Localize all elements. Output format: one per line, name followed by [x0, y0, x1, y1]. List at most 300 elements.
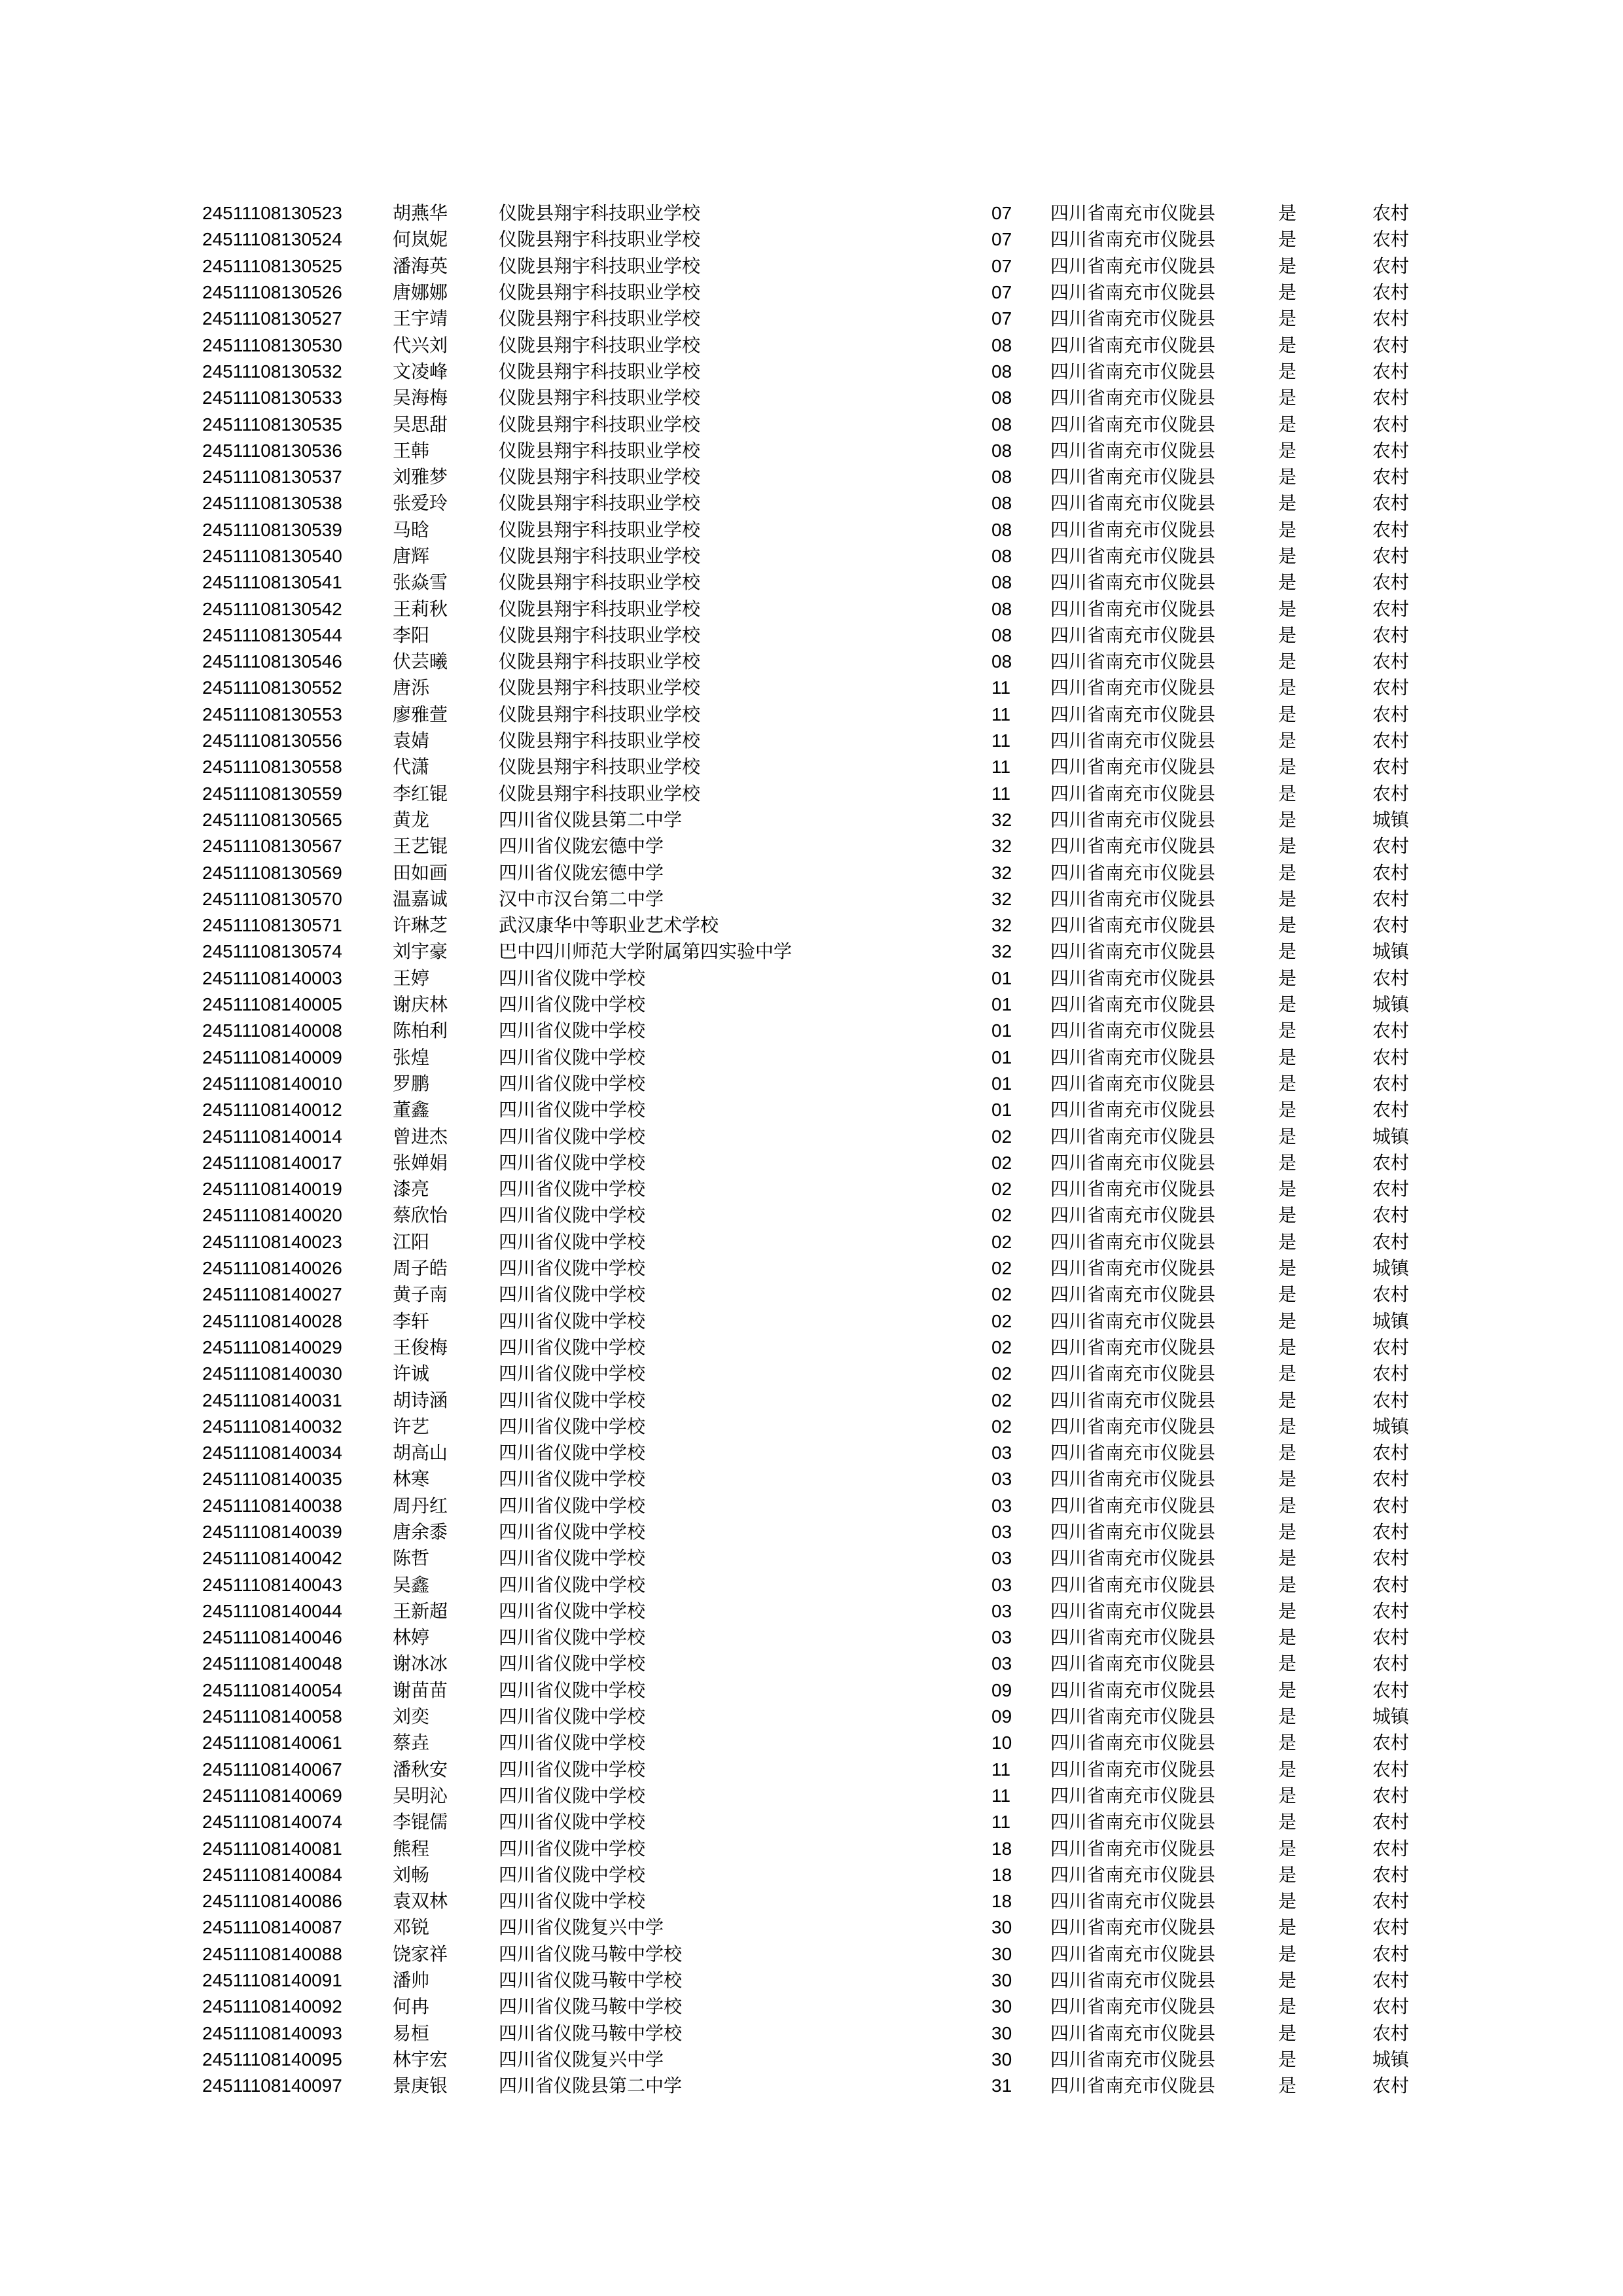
status-flag-cell: 是 — [1278, 1996, 1297, 2018]
student-id-cell: 24511108140093 — [202, 2022, 342, 2043]
status-flag-cell: 是 — [1278, 808, 1297, 831]
class-code-cell: 08 — [991, 440, 1012, 461]
area-type-cell: 农村 — [1372, 1890, 1410, 1912]
student-name-cell: 张婵娟 — [393, 1151, 448, 1174]
class-code-cell: 08 — [991, 493, 1012, 514]
school-cell: 四川省仪陇中学校 — [499, 1626, 646, 1649]
student-id-cell: 24511108140028 — [202, 1310, 342, 1331]
student-id-cell: 24511108140029 — [202, 1336, 342, 1357]
region-cell: 四川省南充市仪陇县 — [1050, 1125, 1216, 1147]
region-cell: 四川省南充市仪陇县 — [1050, 1969, 1216, 1992]
student-id-cell: 24511108140069 — [202, 1785, 342, 1806]
student-id-cell: 24511108130532 — [202, 361, 342, 382]
area-type-cell: 农村 — [1372, 439, 1410, 461]
student-name-cell: 代潇 — [393, 756, 430, 778]
student-id-cell: 24511108140023 — [202, 1231, 342, 1252]
region-cell: 四川省南充市仪陇县 — [1050, 387, 1216, 409]
area-type-cell: 农村 — [1372, 1520, 1410, 1543]
class-code-cell: 03 — [991, 1600, 1012, 1621]
school-cell: 四川省仪陇宏德中学 — [499, 835, 664, 857]
area-type-cell: 城镇 — [1372, 1310, 1410, 1332]
status-flag-cell: 是 — [1278, 782, 1297, 804]
table-row — [202, 517, 1511, 543]
status-flag-cell: 是 — [1278, 1072, 1297, 1094]
class-code-cell: 30 — [991, 1996, 1012, 2017]
student-id-cell: 24511108140054 — [202, 1679, 342, 1700]
region-cell: 四川省南充市仪陇县 — [1050, 730, 1216, 752]
table-row — [202, 226, 1511, 253]
region-cell: 四川省南充市仪陇县 — [1050, 1996, 1216, 2018]
status-flag-cell: 是 — [1278, 202, 1297, 224]
school-cell: 四川省仪陇中学校 — [499, 1336, 646, 1358]
area-type-cell: 农村 — [1372, 651, 1410, 673]
region-cell: 四川省南充市仪陇县 — [1050, 439, 1216, 461]
region-cell: 四川省南充市仪陇县 — [1050, 413, 1216, 435]
student-name-cell: 王婷 — [393, 967, 430, 989]
student-id-cell: 24511108140019 — [202, 1179, 342, 1200]
school-cell: 四川省仪陇县第二中学 — [499, 808, 683, 831]
table-row — [202, 807, 1511, 833]
table-row — [202, 1757, 1511, 1783]
table-row — [202, 1994, 1511, 2020]
table-row — [202, 1150, 1511, 1176]
student-name-cell: 田如画 — [393, 861, 448, 884]
student-id-cell: 24511108140058 — [202, 1706, 342, 1727]
class-code-cell: 10 — [991, 1732, 1012, 1753]
table-row — [202, 2073, 1511, 2099]
area-type-cell: 农村 — [1372, 1389, 1410, 1411]
school-cell: 四川省仪陇中学校 — [499, 1468, 646, 1490]
student-name-cell: 曾进杰 — [393, 1125, 448, 1147]
table-row — [202, 1387, 1511, 1413]
area-type-cell: 农村 — [1372, 1653, 1410, 1675]
school-cell: 四川省仪陇中学校 — [499, 1363, 646, 1385]
class-code-cell: 03 — [991, 1574, 1012, 1595]
region-cell: 四川省南充市仪陇县 — [1050, 1811, 1216, 1833]
status-flag-cell: 是 — [1278, 1969, 1297, 1992]
student-name-cell: 刘雅梦 — [393, 466, 448, 488]
student-name-cell: 李锟儒 — [393, 1811, 448, 1833]
class-code-cell: 02 — [991, 1284, 1012, 1305]
class-code-cell: 30 — [991, 1943, 1012, 1964]
table-row — [202, 2020, 1511, 2046]
student-name-cell: 王宇靖 — [393, 308, 448, 330]
student-id-cell: 24511108140020 — [202, 1205, 342, 1226]
class-code-cell: 30 — [991, 2022, 1012, 2043]
class-code-cell: 08 — [991, 334, 1012, 355]
student-id-cell: 24511108140017 — [202, 1152, 342, 1173]
area-type-cell: 农村 — [1372, 782, 1410, 804]
school-cell: 仪陇县翔宇科技职业学校 — [499, 703, 701, 725]
class-code-cell: 02 — [991, 1390, 1012, 1410]
region-cell: 四川省南充市仪陇县 — [1050, 1204, 1216, 1227]
area-type-cell: 农村 — [1372, 677, 1410, 699]
region-cell: 四川省南充市仪陇县 — [1050, 1230, 1216, 1253]
student-name-cell: 张焱雪 — [393, 571, 448, 594]
class-code-cell: 11 — [991, 1785, 1011, 1806]
status-flag-cell: 是 — [1278, 677, 1297, 699]
class-code-cell: 03 — [991, 1627, 1012, 1648]
student-id-cell: 24511108130559 — [202, 783, 342, 804]
student-id-cell: 24511108130539 — [202, 519, 342, 540]
region-cell: 四川省南充市仪陇县 — [1050, 1547, 1216, 1570]
class-code-cell: 02 — [991, 1152, 1012, 1173]
student-name-cell: 廖雅萱 — [393, 703, 448, 725]
status-flag-cell: 是 — [1278, 1363, 1297, 1385]
table-row — [202, 253, 1511, 279]
area-type-cell: 农村 — [1372, 360, 1410, 382]
school-cell: 四川省仪陇马鞍中学校 — [499, 1969, 683, 1992]
class-code-cell: 01 — [991, 994, 1012, 1015]
region-cell: 四川省南充市仪陇县 — [1050, 1310, 1216, 1332]
class-code-cell: 08 — [991, 467, 1012, 488]
table-row — [202, 992, 1511, 1018]
region-cell: 四川省南充市仪陇县 — [1050, 492, 1216, 514]
class-code-cell: 02 — [991, 1179, 1012, 1200]
area-type-cell: 农村 — [1372, 308, 1410, 330]
table-row — [202, 675, 1511, 701]
status-flag-cell: 是 — [1278, 2075, 1297, 2097]
student-name-cell: 张爱玲 — [393, 492, 448, 514]
status-flag-cell: 是 — [1278, 835, 1297, 857]
table-row — [202, 1862, 1511, 1888]
status-flag-cell: 是 — [1278, 1099, 1297, 1121]
status-flag-cell: 是 — [1278, 1758, 1297, 1780]
table-row — [202, 1202, 1511, 1229]
student-name-cell: 潘帅 — [393, 1969, 430, 1992]
school-cell: 四川省仪陇中学校 — [499, 1020, 646, 1042]
region-cell: 四川省南充市仪陇县 — [1050, 994, 1216, 1016]
area-type-cell: 农村 — [1372, 1600, 1410, 1622]
status-flag-cell: 是 — [1278, 1706, 1297, 1728]
school-cell: 四川省仪陇县第二中学 — [499, 2075, 683, 2097]
status-flag-cell: 是 — [1278, 994, 1297, 1016]
student-id-cell: 24511108140088 — [202, 1943, 342, 1964]
class-code-cell: 11 — [991, 1812, 1011, 1833]
class-code-cell: 07 — [991, 282, 1012, 303]
region-cell: 四川省南充市仪陇县 — [1050, 1020, 1216, 1042]
student-id-cell: 24511108130525 — [202, 255, 342, 276]
table-row — [202, 1704, 1511, 1730]
region-cell: 四川省南充市仪陇县 — [1050, 1784, 1216, 1806]
school-cell: 武汉康华中等职业艺术学校 — [499, 914, 719, 937]
table-row — [202, 1519, 1511, 1545]
table-row — [202, 781, 1511, 807]
status-flag-cell: 是 — [1278, 1204, 1297, 1227]
student-id-cell: 24511108130558 — [202, 757, 342, 778]
area-type-cell: 城镇 — [1372, 941, 1410, 963]
region-cell: 四川省南充市仪陇县 — [1050, 545, 1216, 567]
table-row — [202, 622, 1511, 649]
student-id-cell: 24511108140097 — [202, 2075, 342, 2096]
school-cell: 四川省仪陇中学校 — [499, 1679, 646, 1701]
region-cell: 四川省南充市仪陇县 — [1050, 677, 1216, 699]
class-code-cell: 08 — [991, 361, 1012, 382]
school-cell: 仪陇县翔宇科技职业学校 — [499, 518, 701, 541]
table-row — [202, 1071, 1511, 1097]
table-row — [202, 1123, 1511, 1149]
table-row — [202, 649, 1511, 675]
table-row — [202, 859, 1511, 886]
table-row — [202, 385, 1511, 411]
school-cell: 仪陇县翔宇科技职业学校 — [499, 545, 701, 567]
status-flag-cell: 是 — [1278, 2022, 1297, 2044]
school-cell: 仪陇县翔宇科技职业学校 — [499, 756, 701, 778]
table-row — [202, 332, 1511, 358]
table-row — [202, 490, 1511, 516]
class-code-cell: 02 — [991, 1258, 1012, 1279]
area-type-cell: 农村 — [1372, 492, 1410, 514]
student-id-cell: 24511108140044 — [202, 1600, 342, 1621]
student-id-cell: 24511108140031 — [202, 1390, 342, 1410]
region-cell: 四川省南充市仪陇县 — [1050, 255, 1216, 277]
student-id-cell: 24511108130570 — [202, 888, 342, 909]
table-row — [202, 279, 1511, 306]
area-type-cell: 农村 — [1372, 1230, 1410, 1253]
region-cell: 四川省南充市仪陇县 — [1050, 808, 1216, 831]
student-id-cell: 24511108130536 — [202, 440, 342, 461]
student-name-cell: 罗鹏 — [393, 1072, 430, 1094]
student-id-cell: 24511108140038 — [202, 1495, 342, 1516]
class-code-cell: 08 — [991, 387, 1012, 408]
table-row — [202, 306, 1511, 332]
region-cell: 四川省南充市仪陇县 — [1050, 1415, 1216, 1437]
student-name-cell: 代兴刘 — [393, 334, 448, 356]
table-row — [202, 754, 1511, 780]
region-cell: 四川省南充市仪陇县 — [1050, 651, 1216, 673]
class-code-cell: 01 — [991, 1047, 1012, 1067]
student-id-cell: 24511108140032 — [202, 1416, 342, 1437]
area-type-cell: 农村 — [1372, 228, 1410, 251]
school-cell: 四川省仪陇中学校 — [499, 1230, 646, 1253]
area-type-cell: 农村 — [1372, 1046, 1410, 1068]
student-name-cell: 许琳芝 — [393, 914, 448, 937]
student-name-cell: 江阳 — [393, 1230, 430, 1253]
status-flag-cell: 是 — [1278, 387, 1297, 409]
region-cell: 四川省南充市仪陇县 — [1050, 360, 1216, 382]
area-type-cell: 农村 — [1372, 1547, 1410, 1570]
class-code-cell: 32 — [991, 915, 1012, 936]
area-type-cell: 农村 — [1372, 1151, 1410, 1174]
class-code-cell: 07 — [991, 229, 1012, 250]
status-flag-cell: 是 — [1278, 967, 1297, 989]
class-code-cell: 08 — [991, 519, 1012, 540]
table-row — [202, 438, 1511, 464]
student-id-cell: 24511108130542 — [202, 598, 342, 619]
area-type-cell: 农村 — [1372, 466, 1410, 488]
class-code-cell: 32 — [991, 888, 1012, 909]
student-id-cell: 24511108130535 — [202, 414, 342, 435]
class-code-cell: 02 — [991, 1336, 1012, 1357]
region-cell: 四川省南充市仪陇县 — [1050, 1442, 1216, 1464]
status-flag-cell: 是 — [1278, 1310, 1297, 1332]
school-cell: 四川省仪陇中学校 — [499, 1600, 646, 1622]
class-code-cell: 31 — [991, 2075, 1012, 2096]
class-code-cell: 11 — [991, 677, 1011, 698]
student-name-cell: 袁双林 — [393, 1890, 448, 1912]
area-type-cell: 农村 — [1372, 1178, 1410, 1200]
class-code-cell: 02 — [991, 1231, 1012, 1252]
region-cell: 四川省南充市仪陇县 — [1050, 1600, 1216, 1622]
status-flag-cell: 是 — [1278, 914, 1297, 937]
school-cell: 四川省仪陇中学校 — [499, 1204, 646, 1227]
region-cell: 四川省南充市仪陇县 — [1050, 1679, 1216, 1701]
class-code-cell: 32 — [991, 941, 1012, 962]
student-id-cell: 24511108140048 — [202, 1653, 342, 1674]
school-cell: 四川省仪陇中学校 — [499, 1125, 646, 1147]
status-flag-cell: 是 — [1278, 1257, 1297, 1280]
area-type-cell: 农村 — [1372, 1943, 1410, 1965]
area-type-cell: 农村 — [1372, 334, 1410, 356]
student-id-cell: 24511108130524 — [202, 229, 342, 250]
table-row — [202, 1730, 1511, 1756]
area-type-cell: 农村 — [1372, 1204, 1410, 1227]
region-cell: 四川省南充市仪陇县 — [1050, 1626, 1216, 1649]
student-name-cell: 吴明沁 — [393, 1784, 448, 1806]
student-name-cell: 何冉 — [393, 1996, 430, 2018]
student-name-cell: 王莉秋 — [393, 598, 448, 620]
class-code-cell: 18 — [991, 1891, 1012, 1912]
school-cell: 四川省仪陇中学校 — [499, 1178, 646, 1200]
region-cell: 四川省南充市仪陇县 — [1050, 1758, 1216, 1780]
region-cell: 四川省南充市仪陇县 — [1050, 1389, 1216, 1411]
student-id-cell: 24511108130571 — [202, 915, 342, 936]
region-cell: 四川省南充市仪陇县 — [1050, 861, 1216, 884]
region-cell: 四川省南充市仪陇县 — [1050, 967, 1216, 989]
table-row — [202, 1598, 1511, 1624]
school-cell: 四川省仪陇中学校 — [499, 1547, 646, 1570]
school-cell: 汉中市汉台第二中学 — [499, 888, 664, 910]
student-name-cell: 王俊梅 — [393, 1336, 448, 1358]
student-name-cell: 蔡欣怡 — [393, 1204, 448, 1227]
area-type-cell: 城镇 — [1372, 808, 1410, 831]
status-flag-cell: 是 — [1278, 1811, 1297, 1833]
region-cell: 四川省南充市仪陇县 — [1050, 1072, 1216, 1094]
area-type-cell: 农村 — [1372, 1020, 1410, 1042]
area-type-cell: 农村 — [1372, 571, 1410, 594]
class-code-cell: 09 — [991, 1679, 1012, 1700]
student-id-cell: 24511108130523 — [202, 203, 342, 224]
student-name-cell: 李阳 — [393, 624, 430, 646]
status-flag-cell: 是 — [1278, 1653, 1297, 1675]
school-cell: 仪陇县翔宇科技职业学校 — [499, 334, 701, 356]
student-id-cell: 24511108130527 — [202, 308, 342, 329]
school-cell: 四川省仪陇中学校 — [499, 1784, 646, 1806]
area-type-cell: 农村 — [1372, 1784, 1410, 1806]
school-cell: 仪陇县翔宇科技职业学校 — [499, 360, 701, 382]
student-name-cell: 林寒 — [393, 1468, 430, 1490]
region-cell: 四川省南充市仪陇县 — [1050, 1916, 1216, 1939]
student-name-cell: 刘奕 — [393, 1706, 430, 1728]
table-row — [202, 1255, 1511, 1282]
region-cell: 四川省南充市仪陇县 — [1050, 1099, 1216, 1121]
school-cell: 仪陇县翔宇科技职业学校 — [499, 466, 701, 488]
region-cell: 四川省南充市仪陇县 — [1050, 2075, 1216, 2097]
student-name-cell: 温嘉诚 — [393, 888, 448, 910]
region-cell: 四川省南充市仪陇县 — [1050, 518, 1216, 541]
student-id-cell: 24511108130530 — [202, 334, 342, 355]
status-flag-cell: 是 — [1278, 255, 1297, 277]
class-code-cell: 03 — [991, 1548, 1012, 1569]
student-name-cell: 王新超 — [393, 1600, 448, 1622]
status-flag-cell: 是 — [1278, 360, 1297, 382]
status-flag-cell: 是 — [1278, 1573, 1297, 1596]
student-id-cell: 24511108130533 — [202, 387, 342, 408]
student-id-cell: 24511108130553 — [202, 704, 342, 725]
school-cell: 四川省仪陇中学校 — [499, 1520, 646, 1543]
student-name-cell: 李红锟 — [393, 782, 448, 804]
table-row — [202, 1571, 1511, 1598]
student-name-cell: 唐余黍 — [393, 1520, 448, 1543]
status-flag-cell: 是 — [1278, 2048, 1297, 2070]
area-type-cell: 农村 — [1372, 861, 1410, 884]
table-row — [202, 1651, 1511, 1677]
area-type-cell: 农村 — [1372, 2075, 1410, 2097]
table-row — [202, 1677, 1511, 1704]
student-id-cell: 24511108140030 — [202, 1363, 342, 1384]
student-name-cell: 黄龙 — [393, 808, 430, 831]
table-row — [202, 728, 1511, 754]
region-cell: 四川省南充市仪陇县 — [1050, 1573, 1216, 1596]
region-cell: 四川省南充市仪陇县 — [1050, 281, 1216, 304]
student-id-cell: 24511108140012 — [202, 1100, 342, 1121]
class-code-cell: 01 — [991, 1020, 1012, 1041]
student-id-cell: 24511108130538 — [202, 493, 342, 514]
area-type-cell: 农村 — [1372, 1468, 1410, 1490]
class-code-cell: 30 — [991, 1970, 1012, 1991]
table-row — [202, 1440, 1511, 1466]
student-name-cell: 黄子南 — [393, 1283, 448, 1306]
student-name-cell: 谢庆林 — [393, 994, 448, 1016]
table-row — [202, 1835, 1511, 1861]
student-name-cell: 陈哲 — [393, 1547, 430, 1570]
school-cell: 四川省仪陇复兴中学 — [499, 2048, 664, 2070]
area-type-cell: 农村 — [1372, 2022, 1410, 2044]
student-id-cell: 24511108140008 — [202, 1020, 342, 1041]
area-type-cell: 农村 — [1372, 518, 1410, 541]
status-flag-cell: 是 — [1278, 571, 1297, 594]
table-row — [202, 1097, 1511, 1123]
school-cell: 四川省仪陇中学校 — [499, 1072, 646, 1094]
region-cell: 四川省南充市仪陇县 — [1050, 334, 1216, 356]
class-code-cell: 02 — [991, 1205, 1012, 1226]
table-row — [202, 1045, 1511, 1071]
status-flag-cell: 是 — [1278, 1125, 1297, 1147]
area-type-cell: 农村 — [1372, 1758, 1410, 1780]
student-id-cell: 24511108130569 — [202, 862, 342, 883]
region-cell: 四川省南充市仪陇县 — [1050, 1468, 1216, 1490]
school-cell: 四川省仪陇中学校 — [499, 1310, 646, 1332]
status-flag-cell: 是 — [1278, 1679, 1297, 1701]
area-type-cell: 城镇 — [1372, 2048, 1410, 2070]
area-type-cell: 农村 — [1372, 967, 1410, 989]
table-row — [202, 569, 1511, 596]
table-row — [202, 939, 1511, 965]
student-name-cell: 何岚妮 — [393, 228, 448, 251]
area-type-cell: 农村 — [1372, 703, 1410, 725]
status-flag-cell: 是 — [1278, 308, 1297, 330]
student-name-cell: 伏芸曦 — [393, 651, 448, 673]
area-type-cell: 城镇 — [1372, 1415, 1410, 1437]
region-cell: 四川省南充市仪陇县 — [1050, 1943, 1216, 1965]
class-code-cell: 32 — [991, 862, 1012, 883]
student-id-cell: 24511108140009 — [202, 1047, 342, 1067]
status-flag-cell: 是 — [1278, 1178, 1297, 1200]
class-code-cell: 11 — [991, 1759, 1011, 1780]
student-name-cell: 胡燕华 — [393, 202, 448, 224]
status-flag-cell: 是 — [1278, 861, 1297, 884]
class-code-cell: 11 — [991, 730, 1011, 751]
